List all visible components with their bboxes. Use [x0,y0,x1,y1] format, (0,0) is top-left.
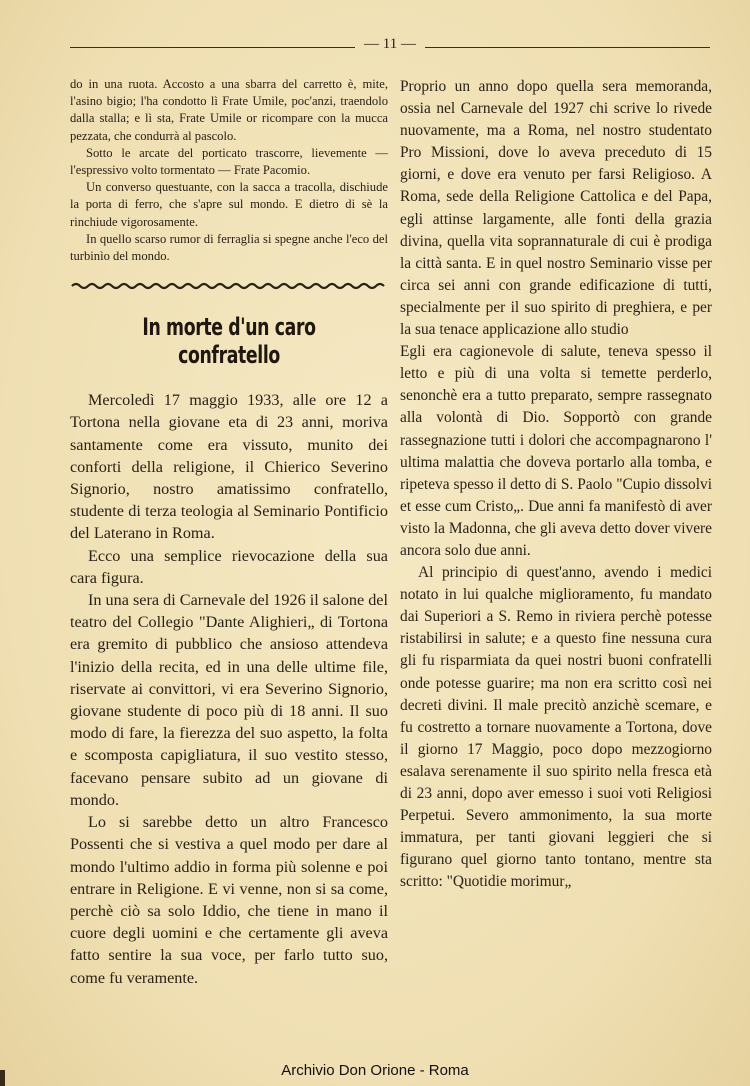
article-body [70,389,388,988]
paragraph: do in una ruota. Accosto a una sbarra del carretto è, mite, l'asino bigio; l'ha condotto lì Frate Umile, poc'anzi, traendolo dalla stalla; e lì sta, Frate Umile or ricompare con la mucca pezzata, che condurrà al pascolo. [70,77,388,143]
scan-edge-mark [0,1070,5,1086]
paragraph: In quello scarso rumor di ferraglia si spegne anche l'eco del turbinìo del mondo. [70,231,388,264]
paragraph: Proprio un anno dopo quella sera memoranda, ossia nel Carnevale del 1927 chi scrive lo rivede nuovamente, ma a Roma, nel nostro studentato Pro Missioni, dove lo aveva preceduto di 15 giorni, e dove era venuto per farsi Religioso. A Roma, sede della Religione Cattolica e del Papa, egli attinse largamente, alle fonti della grazia divina, quella vita soprannaturale di cui è prodiga la città santa. E in quel nostro Seminario visse per circa sei anni con grande edificazione di tutti, specialmente per il suo spirito di preghiera, e per la sua tenace applicazione allo studio [400,78,712,339]
paragraph: Mercoledì 17 maggio 1933, alle ore 12 a Tortona nella giovane eta di 23 anni, moriva santamente come era vissuto, munito dei conforti della religione, il Chierico Severino Signorio, nostro amatissimo confratello, studente di terza teologia al Seminario Pontificio del Laterano in Roma. [70,391,388,543]
wavy-divider [70,281,388,291]
paragraph: Egli era cagionevole di salute, teneva spesso il letto e più di una volta si temette perderlo, senonchè era a tutto preparato, sempre rassegnato alla volontà di Dio. Sopportò con grande rassegnazione tutti i dolori che accompagnarono l' ultima malattia che doveva portarlo alla tomba, e ripeteva spesso il detto di S. Paolo "Cupio dissolvi et esse cum Cristo„. Due anni fa manifestò di aver visto la Madonna, che gli aveva detto dover vivere ancora solo due anni. [400,343,712,559]
previous-article-ending [70,76,388,265]
header-rule-right [425,47,710,48]
page-number: — 11 — [364,36,416,52]
right-column [400,76,712,893]
paragraph: Lo si sarebbe detto un altro Francesco Possenti che si vestiva a quel modo per dare al mondo l'ultimo addio in forma più solenne e poi entrare in Religione. E vi venne, non si sa come, perchè ciò sa solo Iddio, che tiene in mano il cuore degli uomini e che certamente gli aveva fatto sentire la sua voce, per farlo tutto suo, come fu veramente. [70,813,388,987]
article-title: In morte d'un caro confratello [142,313,316,370]
paragraph: Sotto le arcate del porticato trascorre, lievemente — l'espressivo volto tormentato — Frate Pacomio. [70,145,388,178]
left-column [70,76,388,989]
archive-footer: Archivio Don Orione - Roma [281,1062,469,1079]
paragraph: Al principio di quest'anno, avendo i medici notato in lui qualche miglioramento, fu mandato dai Superiori a S. Remo in riviera perchè potesse ristabilirsi in salute; e a questo fine nessuna cura gli fu risparmiata da quei nostri buoni confratelli onde potesse guarire; ma non era scritto così nei decreti divini. Il male precitò anzichè scemare, e fu costretto a tornare nuovamente a Tortona, dove il giorno 17 Maggio, poco dopo mezzogiorno esalava serenamente il suo spirito nella fresca età di 23 anni, dopo aver emesso i suoi voti Religiosi Perpetui. Severo ammonimento, la sua morte immatura, per tanti giovani leggieri che si figurano quel giorno tanto tontano, mentre sta scritto: "Quotidie morimur„ [400,564,712,891]
paragraph: Un converso questuante, con la sacca a tracolla, dischiude la porta di ferro, che s'apre sul mondo. E dietro di sè la rinchiude vigorosamente. [70,180,388,229]
header-rule-left [70,47,355,48]
paragraph: In una sera di Carnevale del 1926 il salone del teatro del Collegio "Dante Alighieri„ di Tortona era gremito di pubblico che ansioso attendeva l'inizio della recita, ed in una delle ultime file, riservate ai convittori, vi era Severino Signorio, giovane studente di poco più di 18 anni. Il suo modo di fare, la fierezza del suo aspetto, la folta e scomposta capigliatura, il suo vestito stesso, facevano pensare subito ad un giovane di mondo. [70,591,388,809]
paragraph: Ecco una semplice rievocazione della sua cara figura. [70,546,388,587]
page-header [70,36,710,56]
